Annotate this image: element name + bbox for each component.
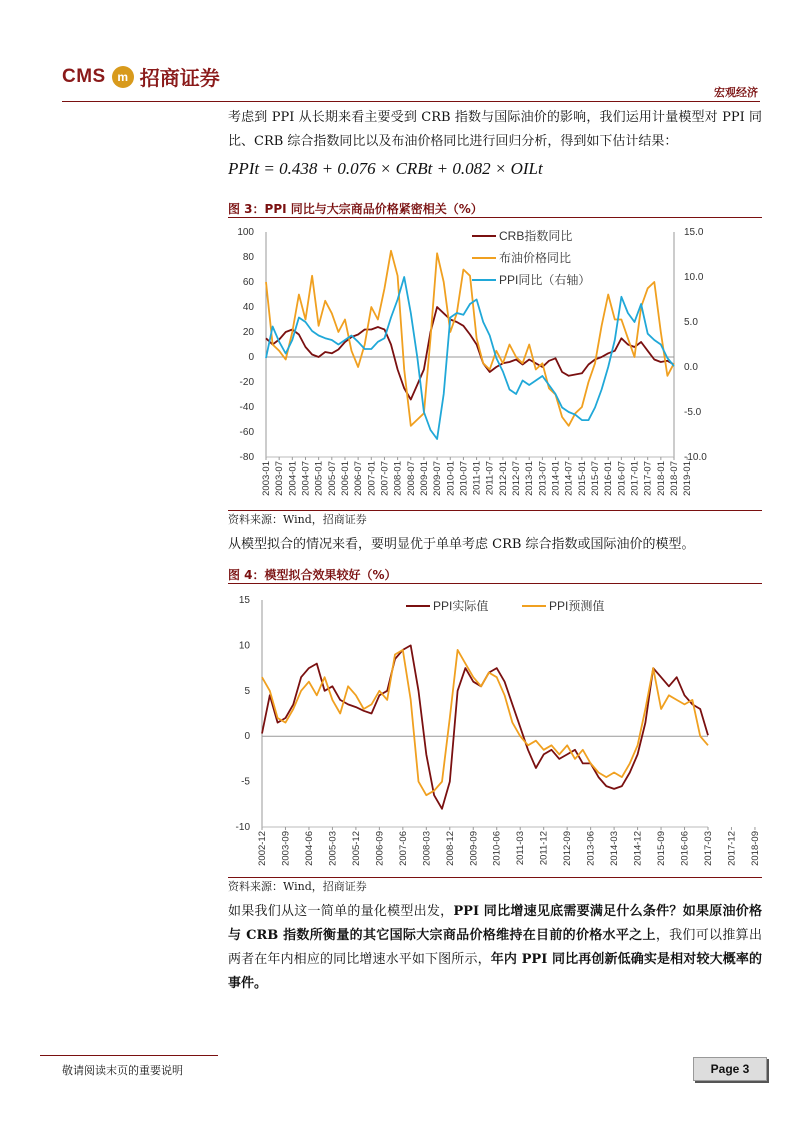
x-tick-label: 2011-03: [515, 831, 527, 866]
x-tick-label: 2014-07: [563, 461, 575, 496]
x-tick-label: 2010-01: [445, 461, 457, 496]
x-tick-label: 2010-06: [491, 831, 503, 866]
y-tick-label: 15: [238, 595, 250, 606]
intro-paragraph: 考虑到 PPI 从长期来看主要受到 CRB 指数与国际油价的影响，我们运用计量模型对 PPI 同比、CRB 综合指数同比以及布油价格同比进行回归分析，得到如下估计结果：: [228, 110, 762, 149]
x-tick-label: 2016-07: [616, 461, 628, 496]
figure-4-rule: [228, 583, 762, 584]
y-tick-label: 60: [242, 277, 254, 288]
x-tick-label: 2016-06: [679, 831, 691, 866]
x-tick-label: 2014-12: [632, 831, 644, 866]
conclusion-condition: 如果原油价格与 CRB 指数所衡量的其它国际大宗商品价格维持在目前的价格水平之上: [228, 904, 762, 943]
y-tick-label: -40: [239, 402, 254, 413]
x-tick-label: 2008-03: [421, 831, 433, 866]
y-tick-label: -80: [239, 452, 254, 463]
x-tick-label: 2004-07: [300, 461, 312, 496]
x-tick-label: 2003-07: [274, 461, 286, 496]
figure-4-title: 图 4：模型拟合效果较好（%）: [228, 568, 397, 582]
logo-text-cn: 招商证券: [139, 66, 220, 90]
x-tick-label: 2014-01: [550, 461, 562, 496]
x-tick-label: 2013-01: [524, 461, 536, 496]
x-tick-label: 2015-07: [590, 461, 602, 496]
x-tick-label: 2007-07: [379, 461, 391, 496]
x-tick-label: 2017-01: [629, 461, 641, 496]
x-tick-label: 2007-06: [397, 831, 409, 866]
conclusion-part-2: ，我们可以推算出两者在年内相应的同比增速水平如下图所示，: [228, 928, 762, 967]
x-tick-label: 2002-12: [257, 831, 268, 866]
legend-label: PPI预测值: [549, 599, 605, 613]
x-tick-label: 2012-09: [562, 831, 574, 866]
x-tick-label: 2012-01: [497, 461, 509, 496]
footer-divider: [40, 1055, 218, 1056]
y-tick-label: 80: [242, 252, 254, 263]
regression-formula: PPIt = 0.438 + 0.076 × CRBt + 0.082 × OILt: [228, 159, 543, 178]
series-line-1: [266, 307, 674, 400]
figure-4-chart: [228, 586, 762, 874]
y-tick-label: 100: [237, 227, 254, 238]
x-tick-label: 2015-09: [656, 831, 668, 866]
legend-label: PPI同比（右轴）: [499, 273, 591, 287]
logo-text-en: CMS: [62, 65, 106, 87]
legend-label: PPI实际值: [433, 599, 489, 613]
x-tick-label: 2011-12: [538, 831, 550, 866]
y-tick-label: -10: [235, 822, 250, 833]
x-tick-label: 2009-07: [432, 461, 444, 496]
company-logo: [62, 62, 220, 91]
x-tick-label: 2018-09: [749, 831, 761, 866]
y-right-tick-label: 5.0: [684, 317, 698, 328]
x-tick-label: 2010-07: [458, 461, 470, 496]
figure-3-chart: [228, 220, 762, 508]
x-tick-label: 2003-09: [280, 831, 292, 866]
y-tick-label: 40: [242, 302, 254, 313]
x-tick-label: 2013-06: [585, 831, 597, 866]
series-line-3: [266, 277, 674, 439]
y-right-tick-label: -10.0: [684, 452, 707, 463]
x-tick-label: 2004-06: [303, 831, 315, 866]
x-tick-label: 2003-01: [261, 461, 272, 496]
x-tick-label: 2019-01: [682, 461, 694, 496]
y-tick-label: -20: [239, 377, 254, 388]
conclusion-paragraph: [228, 900, 762, 996]
x-tick-label: 2005-07: [326, 461, 338, 496]
page-number: Page 3: [693, 1057, 767, 1081]
x-tick-label: 2006-07: [353, 461, 365, 496]
fit-paragraph: 从模型拟合的情况来看，要明显优于单单考虑 CRB 综合指数或国际油价的模型。: [228, 537, 695, 552]
x-tick-label: 2009-09: [468, 831, 480, 866]
x-tick-label: 2008-01: [392, 461, 404, 496]
x-tick-label: 2004-01: [287, 461, 299, 496]
figure-3-source: 资料来源：Wind，招商证券: [228, 513, 367, 526]
x-tick-label: 2008-07: [405, 461, 417, 496]
conclusion-question: PPI 同比增速见底需要满足什么条件？: [453, 904, 683, 919]
y-tick-label: 0: [244, 731, 250, 743]
legend-label: CRB指数同比: [499, 229, 573, 243]
x-tick-label: 2005-03: [327, 831, 339, 866]
x-tick-label: 2017-07: [642, 461, 654, 496]
x-tick-label: 2014-03: [609, 831, 621, 866]
x-tick-label: 2013-07: [537, 461, 549, 496]
x-tick-label: 2017-12: [726, 831, 738, 866]
y-tick-label: -60: [239, 427, 254, 438]
y-tick-label: 10: [238, 640, 250, 652]
figure-3-rule: [228, 217, 762, 218]
x-tick-label: 2011-01: [471, 461, 483, 496]
figure-4-source: 资料来源：Wind，招商证券: [228, 880, 367, 893]
x-tick-label: 2016-01: [603, 461, 615, 496]
section-tag: 宏观经济: [714, 86, 758, 99]
x-tick-label: 2015-01: [576, 461, 588, 496]
footer-note: 敬请阅读末页的重要说明: [62, 1064, 183, 1077]
y-tick-label: 20: [242, 327, 254, 338]
x-tick-label: 2018-01: [655, 461, 667, 496]
y-right-tick-label: 15.0: [684, 227, 704, 238]
x-tick-label: 2009-01: [418, 461, 430, 496]
header-divider: [62, 101, 760, 102]
x-tick-label: 2017-03: [703, 831, 714, 866]
x-tick-label: 2005-12: [350, 831, 362, 866]
x-tick-label: 2005-01: [313, 461, 325, 496]
y-right-tick-label: 0.0: [684, 362, 698, 373]
x-tick-label: 2011-07: [484, 461, 496, 496]
x-tick-label: 2012-07: [511, 461, 523, 496]
y-tick-label: -5: [241, 776, 250, 788]
conclusion-part-1: 如果我们从这一简单的量化模型出发，: [228, 904, 454, 919]
logo-mark-icon: m: [112, 66, 134, 88]
conclusion-finding: 年内 PPI 同比再创新低确实是相对较大概率的事件。: [228, 952, 762, 991]
y-tick-label: 5: [244, 685, 250, 697]
x-tick-label: 2007-01: [366, 461, 378, 496]
series-line-2: [262, 650, 708, 795]
x-tick-label: 2018-07: [669, 461, 680, 496]
x-tick-label: 2008-12: [444, 831, 456, 866]
legend-label: 布油价格同比: [499, 251, 572, 265]
y-right-tick-label: -5.0: [684, 407, 702, 418]
figure-3-title: 图 3：PPI 同比与大宗商品价格紧密相关（%）: [228, 202, 483, 216]
y-right-tick-label: 10.0: [684, 272, 704, 283]
x-tick-label: 2006-09: [374, 831, 386, 866]
x-tick-label: 2006-01: [339, 461, 351, 496]
y-tick-label: 0: [248, 352, 254, 363]
